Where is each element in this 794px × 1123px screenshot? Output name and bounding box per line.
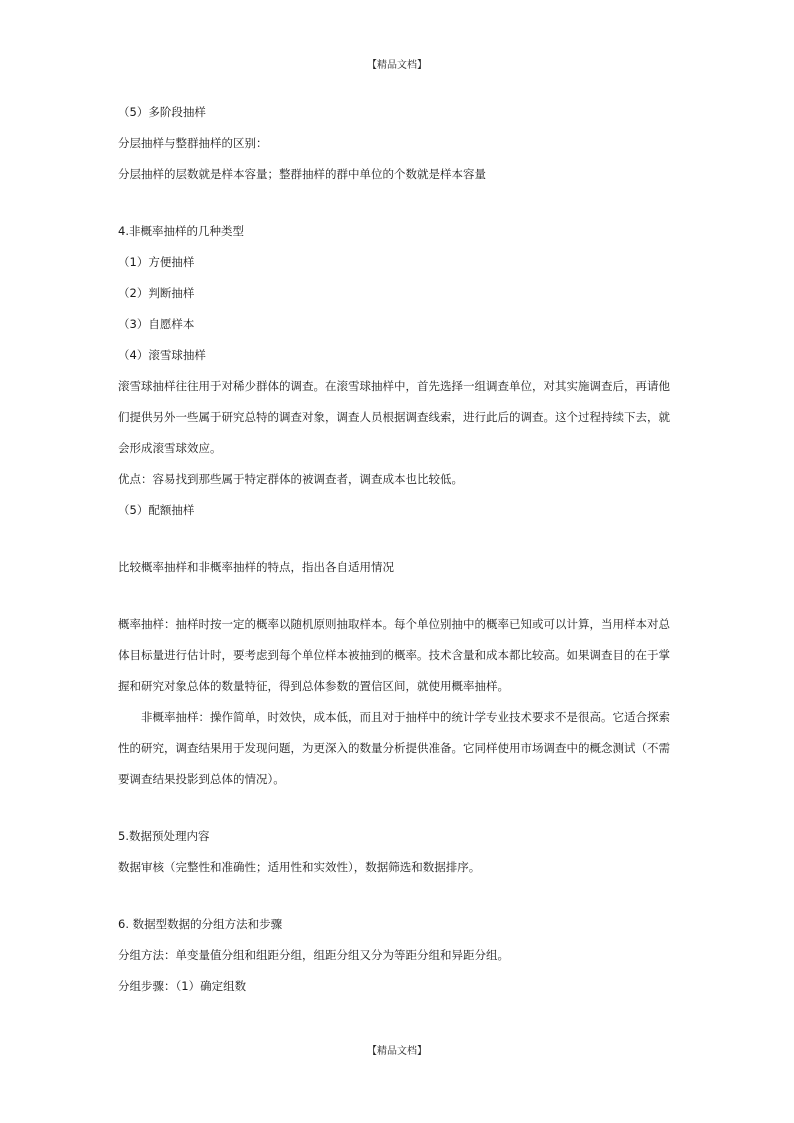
list-item: （5）多阶段抽样 — [118, 105, 206, 119]
question-heading: 比较概率抽样和非概率抽样的特点，指出各自适用情况 — [118, 560, 394, 574]
body-text: 分层抽样的层数就是样本容量；整群抽样的群中单位的个数就是样本容量 — [118, 167, 486, 181]
list-item: （1）方便抽样 — [118, 255, 195, 269]
section-heading-5: 5.数据预处理内容 — [118, 829, 210, 843]
document-body — [118, 97, 674, 1002]
body-text: 分组步骤：（1）确定组数 — [118, 979, 247, 993]
list-item: （3）自愿样本 — [118, 317, 195, 331]
body-text: 数据审核（完整性和准确性；适用性和实效性），数据筛选和数据排序。 — [118, 860, 481, 874]
paragraph-snowball: 滚雪球抽样往往用于对稀少群体的调查。在滚雪球抽样中，首先选择一组调查单位，对其实施调查后，再请他们提供另外一些属于研究总特的调查对象，调查人员根据调查线索，进行此后的调查。这个过程持续下去，就会形成滚雪球效应。 — [118, 379, 670, 455]
subheading: 分层抽样与整群抽样的区别： — [118, 136, 268, 150]
list-item: （5）配额抽样 — [118, 503, 195, 517]
page-footer: 【精品文档】 — [367, 1046, 427, 1057]
body-text: 优点：容易找到那些属于特定群体的被调查者，调查成本也比较低。 — [118, 472, 463, 486]
list-item: （4）滚雪球抽样 — [118, 348, 206, 362]
list-item: （2）判断抽样 — [118, 286, 195, 300]
body-text: 分组方法：单变量值分组和组距分组，组距分组又分为等距分组和异距分组。 — [118, 948, 509, 962]
paragraph-probability: 概率抽样：抽样时按一定的概率以随机原则抽取样本。每个单位别抽中的概率已知或可以计算，当用样本对总体目标量进行估计时，要考虑到每个单位样本被抽到的概率。技术含量和成本都比较高。如果调查目的在于掌握和研究对象总体的数量特征，得到总体参数的置信区间，就使用概率抽样。 — [118, 617, 670, 693]
page-header: 【精品文档】 — [367, 60, 427, 71]
section-heading-6: 6. 数据型数据的分组方法和步骤 — [118, 917, 283, 931]
section-heading-4: 4.非概率抽样的几种类型 — [118, 224, 244, 238]
paragraph-nonprobability: 非概率抽样：操作简单，时效快，成本低，而且对于抽样中的统计学专业技术要求不是很高。它适合探索性的研究，调查结果用于发现问题，为更深入的数量分析提供准备。它同样使用市场调查中的概念测试（不需要调查结果投影到总体的情况）。 — [118, 710, 670, 786]
